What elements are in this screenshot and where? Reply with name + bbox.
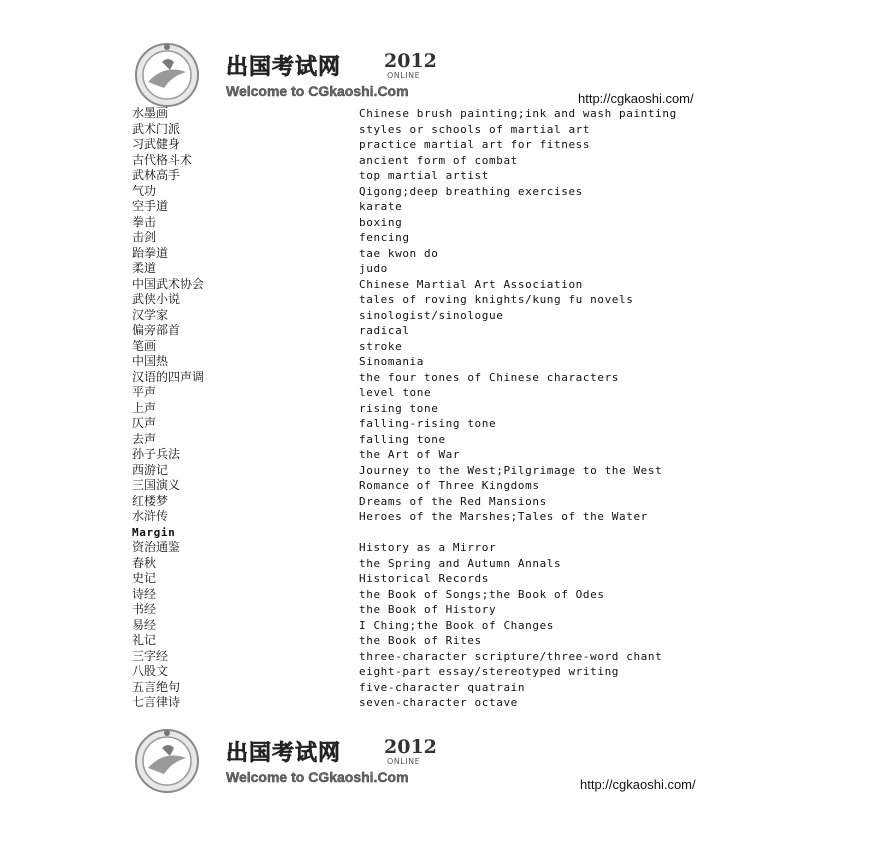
term-english: falling-rising tone bbox=[359, 417, 497, 430]
term-english: Dreams of the Red Mansions bbox=[359, 494, 547, 508]
term-chinese: 偏旁部首 bbox=[132, 323, 181, 337]
site-seal-logo-icon bbox=[134, 728, 200, 794]
glossary-row bbox=[132, 370, 752, 386]
glossary-row bbox=[132, 463, 752, 479]
term-english: top martial artist bbox=[359, 169, 490, 182]
term-chinese: 拳击 bbox=[132, 214, 157, 229]
term-chinese: 笔画 bbox=[132, 338, 157, 353]
term-chinese: 击剑 bbox=[132, 230, 157, 244]
site-url-link[interactable]: http://cgkaoshi.com/ bbox=[578, 91, 694, 106]
term-chinese: 红楼梦 bbox=[132, 493, 169, 508]
term-chinese: 书经 bbox=[132, 602, 157, 616]
glossary-row bbox=[132, 354, 752, 370]
brand-online-tag: ONLINE bbox=[387, 757, 421, 766]
term-english: eight-part essay/stereotyped writing bbox=[359, 665, 620, 678]
term-chinese: 武侠小说 bbox=[132, 292, 181, 306]
term-english: styles or schools of martial art bbox=[359, 122, 591, 136]
term-chinese: 跆拳道 bbox=[132, 245, 169, 260]
glossary-row bbox=[132, 447, 752, 463]
term-chinese: 习武健身 bbox=[132, 137, 181, 151]
term-english: five-character quatrain bbox=[359, 680, 526, 694]
term-chinese: 七言律诗 bbox=[132, 695, 181, 709]
term-chinese: 资治通鉴 bbox=[132, 540, 181, 554]
glossary-row bbox=[132, 602, 752, 618]
glossary-row bbox=[132, 649, 752, 665]
term-english: Heroes of the Marshes;Tales of the Water bbox=[359, 510, 648, 523]
term-chinese: 汉学家 bbox=[132, 307, 169, 322]
brand-chinese-name: 出国考试网 bbox=[226, 55, 342, 80]
glossary-row bbox=[132, 401, 752, 417]
glossary-row bbox=[132, 587, 752, 603]
term-english: the Spring and Autumn Annals bbox=[359, 556, 562, 570]
margin-label: Margin bbox=[132, 525, 176, 539]
term-chinese: 易经 bbox=[132, 617, 157, 632]
term-english: tae kwon do bbox=[359, 246, 439, 260]
term-chinese: 中国热 bbox=[132, 354, 169, 368]
brand-welcome-text: Welcome to CGkaoshi.Com bbox=[226, 83, 409, 99]
site-seal-logo-icon bbox=[134, 42, 200, 108]
header-banner bbox=[134, 40, 744, 108]
term-english: ancient form of combat bbox=[359, 153, 518, 167]
term-chinese: 武术门派 bbox=[132, 121, 181, 136]
term-english: tales of roving knights/kung fu novels bbox=[359, 293, 634, 306]
glossary-row bbox=[132, 664, 752, 680]
brand-year: 2012 bbox=[384, 50, 437, 72]
term-english: Chinese Martial Art Association bbox=[359, 277, 583, 291]
term-chinese: 史记 bbox=[132, 571, 157, 585]
glossary-row bbox=[132, 618, 752, 634]
term-chinese: 空手道 bbox=[132, 199, 169, 213]
margin-row bbox=[132, 525, 752, 541]
term-english: the Book of History bbox=[359, 603, 497, 616]
term-english: practice martial art for fitness bbox=[359, 138, 591, 151]
term-chinese: 西游记 bbox=[132, 462, 169, 477]
glossary-row bbox=[132, 323, 752, 339]
term-english: I Ching;the Book of Changes bbox=[359, 618, 555, 632]
term-chinese: 平声 bbox=[132, 385, 157, 399]
glossary-row bbox=[132, 184, 752, 200]
term-english: sinologist/sinologue bbox=[359, 308, 504, 322]
term-chinese: 气功 bbox=[132, 183, 157, 198]
term-english: the Book of Songs;the Book of Odes bbox=[359, 587, 605, 601]
glossary-row bbox=[132, 153, 752, 169]
term-english: karate bbox=[359, 200, 403, 213]
glossary-row bbox=[132, 292, 752, 308]
term-chinese: 上声 bbox=[132, 400, 157, 415]
term-english: History as a Mirror bbox=[359, 541, 497, 554]
term-english: seven-character octave bbox=[359, 696, 518, 709]
site-url-link[interactable]: http://cgkaoshi.com/ bbox=[580, 777, 696, 792]
term-chinese: 汉语的四声调 bbox=[132, 369, 205, 384]
brand-year: 2012 bbox=[384, 736, 437, 758]
term-chinese: 三国演义 bbox=[132, 478, 181, 492]
glossary-row bbox=[132, 277, 752, 293]
glossary-row bbox=[132, 571, 752, 587]
brand-online-tag: ONLINE bbox=[387, 71, 421, 80]
glossary-row bbox=[132, 137, 752, 153]
term-english: Chinese brush painting;ink and wash painting bbox=[359, 107, 677, 120]
term-english: judo bbox=[359, 262, 388, 275]
glossary-row bbox=[132, 478, 752, 494]
glossary-row bbox=[132, 215, 752, 231]
term-chinese: 五言绝句 bbox=[132, 679, 181, 694]
term-chinese: 三字经 bbox=[132, 648, 169, 663]
term-english: radical bbox=[359, 324, 410, 337]
term-chinese: 春秋 bbox=[132, 555, 157, 570]
term-english: the Art of War bbox=[359, 448, 461, 461]
term-english: Sinomania bbox=[359, 355, 425, 368]
term-english: three-character scripture/three-word chant bbox=[359, 649, 663, 663]
glossary-row bbox=[132, 540, 752, 556]
term-english: boxing bbox=[359, 215, 403, 229]
glossary-row bbox=[132, 246, 752, 262]
glossary-row bbox=[132, 106, 752, 122]
term-chinese: 八股文 bbox=[132, 664, 169, 678]
glossary-row bbox=[132, 695, 752, 711]
term-english: rising tone bbox=[359, 401, 439, 415]
term-english: Romance of Three Kingdoms bbox=[359, 479, 540, 492]
term-english: Journey to the West;Pilgrimage to the West bbox=[359, 463, 663, 477]
term-chinese: 水浒传 bbox=[132, 509, 169, 523]
glossary-row bbox=[132, 168, 752, 184]
glossary-row bbox=[132, 494, 752, 510]
term-english: Qigong;deep breathing exercises bbox=[359, 184, 583, 198]
term-english: fencing bbox=[359, 231, 410, 244]
term-chinese: 去声 bbox=[132, 431, 157, 446]
glossary-row bbox=[132, 199, 752, 215]
glossary-row bbox=[132, 680, 752, 696]
glossary-row bbox=[132, 509, 752, 525]
glossary-list bbox=[132, 106, 752, 711]
term-chinese: 诗经 bbox=[132, 586, 157, 601]
brand-welcome-text: Welcome to CGkaoshi.Com bbox=[226, 769, 409, 785]
term-chinese: 古代格斗术 bbox=[132, 152, 193, 167]
term-english: the Book of Rites bbox=[359, 634, 482, 647]
term-chinese: 水墨画 bbox=[132, 106, 169, 120]
term-chinese: 武林高手 bbox=[132, 168, 181, 182]
term-english: falling tone bbox=[359, 432, 446, 446]
glossary-row bbox=[132, 122, 752, 138]
glossary-row bbox=[132, 261, 752, 277]
term-chinese: 礼记 bbox=[132, 633, 157, 647]
glossary-row bbox=[132, 385, 752, 401]
glossary-row bbox=[132, 339, 752, 355]
glossary-row bbox=[132, 416, 752, 432]
glossary-row bbox=[132, 230, 752, 246]
glossary-row bbox=[132, 633, 752, 649]
term-chinese: 中国武术协会 bbox=[132, 276, 205, 291]
glossary-row bbox=[132, 556, 752, 572]
term-chinese: 柔道 bbox=[132, 261, 157, 275]
glossary-row bbox=[132, 308, 752, 324]
brand-chinese-name: 出国考试网 bbox=[226, 741, 342, 766]
term-english: stroke bbox=[359, 339, 403, 353]
term-chinese: 仄声 bbox=[132, 416, 157, 430]
footer-banner bbox=[134, 726, 744, 794]
term-english: level tone bbox=[359, 386, 432, 399]
glossary-row bbox=[132, 432, 752, 448]
term-chinese: 孙子兵法 bbox=[132, 447, 181, 461]
term-english: the four tones of Chinese characters bbox=[359, 370, 620, 384]
term-english: Historical Records bbox=[359, 572, 490, 585]
